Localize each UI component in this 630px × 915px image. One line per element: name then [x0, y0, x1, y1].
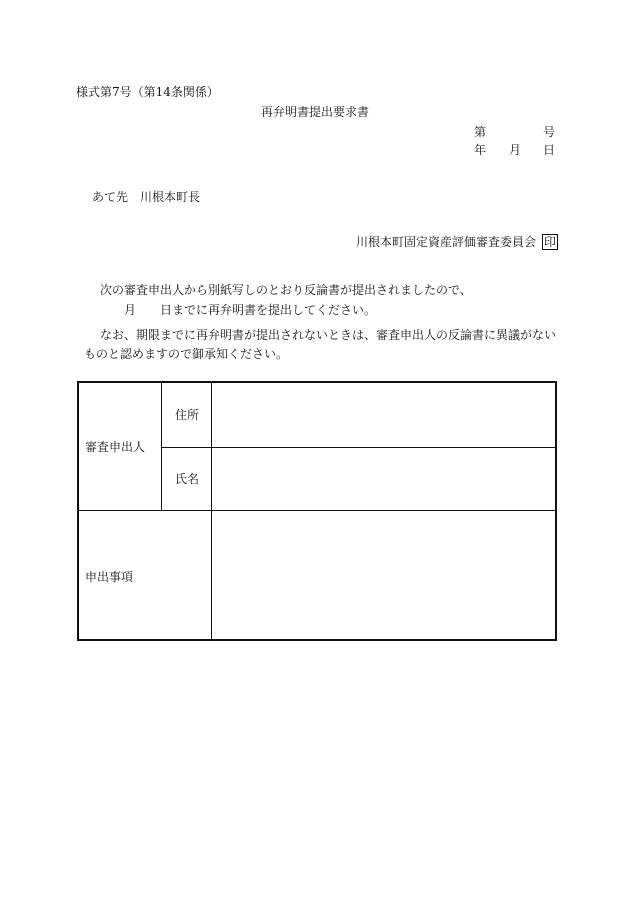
name-field[interactable] [213, 449, 553, 509]
address-label: 住所 [175, 408, 200, 422]
col-divider-right [211, 383, 212, 639]
col-divider-left [161, 383, 162, 511]
document-title: 再弁明書提出要求書 [260, 105, 369, 119]
number-suffix: 号 [543, 125, 556, 139]
date-year: 年 [474, 143, 487, 157]
body-line-1: 次の審査申出人から別紙写しのとおり反論書が提出されましたので、 [100, 283, 472, 297]
body-deadline-rest: 日までに再弁明書を提出してください。 [160, 303, 377, 317]
date-month: 月 [509, 143, 522, 157]
row-divider-applicant-matter [79, 510, 555, 511]
address-field[interactable] [213, 383, 553, 447]
row-divider-address-name [161, 447, 557, 448]
addressee: あて先 川根本町長 [92, 190, 201, 204]
matter-field[interactable] [213, 512, 553, 637]
body-deadline-month: 月 [124, 303, 137, 317]
sender [356, 234, 558, 250]
matter-label: 申出事項 [85, 570, 134, 584]
name-label: 氏名 [175, 472, 200, 486]
number-prefix: 第 [474, 125, 487, 139]
sender-name: 川根本町固定資産評価審査委員会 [355, 235, 536, 249]
form-number: 様式第7号（第14条関係） [76, 85, 219, 99]
date-day: 日 [543, 143, 556, 157]
body-line-4: ものと認めますので御承知ください。 [84, 347, 289, 361]
applicant-label: 審査申出人 [85, 440, 146, 454]
form-table [77, 381, 557, 641]
seal-mark: 印 [543, 235, 556, 249]
body-line-3: なお、期限までに再弁明書が提出されないときは、審査申出人の反論書に異議がない [100, 328, 557, 342]
